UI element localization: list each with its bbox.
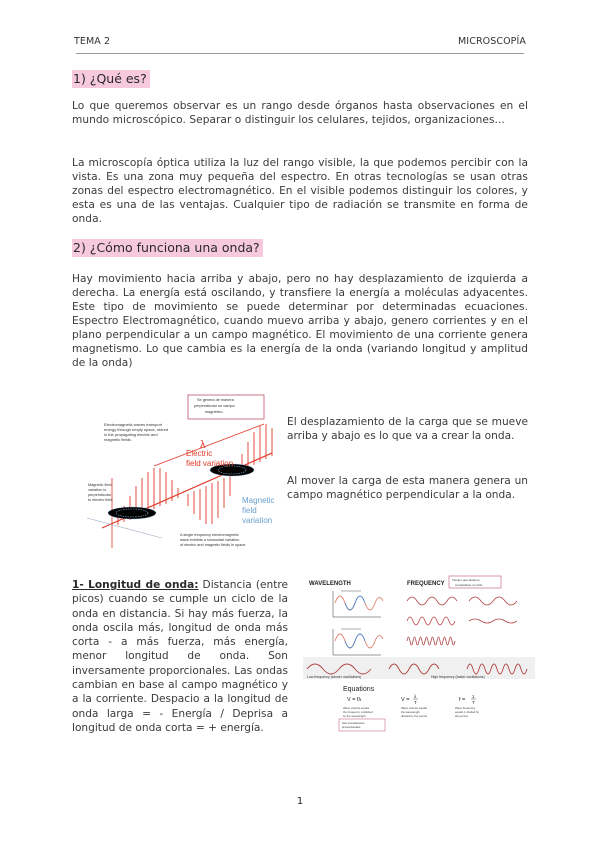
frequency-figure-title: FREQUENCY: [407, 581, 445, 587]
svg-text:of electric and magnetic field: of electric and magnetic fields in space.: [180, 543, 247, 547]
svg-text:completarse un ciclo: completarse un ciclo: [455, 583, 483, 587]
section-heading-que-es: 1) ¿Qué es?: [72, 70, 150, 88]
svg-text:to electric field.: to electric field.: [88, 498, 114, 502]
svg-text:1: 1: [472, 694, 475, 699]
svg-text:equals 1 divided by: equals 1 divided by: [455, 710, 479, 714]
svg-text:divided by the period.: divided by the period.: [401, 714, 428, 718]
equations-title: Equations: [343, 686, 375, 693]
svg-text:field variation: field variation: [186, 459, 234, 468]
paragraph: Lo que queremos observar es un rango desde órganos hasta observaciones en el mundo microscópico. Separar o distinguir los celulares, tejidos, organizaciones...: [72, 100, 528, 126]
svg-text:field: field: [242, 506, 257, 515]
svg-text:f =: f =: [459, 697, 466, 703]
svg-text:Wave frequency: Wave frequency: [455, 706, 476, 710]
svg-text:magnético.: magnético.: [205, 410, 224, 414]
em-caption-top: Electromagnetic waves transport: [104, 422, 163, 427]
header-subject: MICROSCOPÍA: [458, 36, 526, 47]
wavelength-body: Distancia (entre picos) cuando se cumple un ciclo de la onda en distancia. Si hay más fuerza, la onda oscila más, longitud de onda más corta - a más fuerza, más energía, menor longitud de onda. Son inversamente proporcionales. Las ondas cambian en base al campo magnético y a la corriente. Despacio a la longitud de onda larga = - Energía / Deprisa a longitud de onda corta = + energía.: [72, 579, 288, 734]
low-frequency-label: Low frequency (slower oscillations): [307, 675, 362, 679]
svg-text:T: T: [414, 700, 417, 705]
wavelength-frequency-figure: [303, 573, 535, 735]
svg-text:energy through empty space, st: energy through empty space, stored: [104, 427, 169, 432]
page-header: [72, 36, 528, 56]
wavelength-paragraph: [72, 578, 288, 735]
wavelength-frequency-diagram: [303, 573, 535, 735]
wavelength-title: 1- Longitud de onda:: [72, 579, 199, 591]
svg-text:wave exhibits a sinusoidal var: wave exhibits a sinusoidal variation: [180, 538, 240, 542]
em-wave-diagram: [82, 388, 278, 550]
high-frequency-label: High frequency (faster oscillations): [431, 675, 485, 679]
paragraph: El desplazamiento de la carga que se mueve arriba y abajo es lo que va a crear la onda.: [287, 416, 528, 442]
svg-text:Son inversamente: Son inversamente: [342, 721, 365, 725]
svg-text:λ: λ: [414, 694, 417, 699]
svg-text:Magnetic: Magnetic: [242, 496, 275, 505]
svg-text:Tiempo que tarda en: Tiempo que tarda en: [452, 578, 480, 582]
svg-text:Magnetic field: Magnetic field: [88, 483, 112, 487]
paragraph: Al mover la carga de esta manera genera un campo magnético perpendicular a la onda.: [287, 475, 528, 501]
svg-text:variation is: variation is: [88, 488, 107, 492]
header-divider: [76, 53, 524, 54]
svg-text:proporcionales: proporcionales: [342, 725, 361, 729]
wavelength-figure-title: WAVELENGTH: [309, 581, 351, 587]
svg-text:V =: V =: [401, 697, 410, 703]
page-number: 1: [296, 796, 304, 807]
paragraph: Hay movimiento hacia arriba y abajo, pero no hay desplazamiento de izquierda a derecha. La energía está oscilando, y transfiere la energía a moléculas adyacentes. Este tipo de movimiento se puede determinar por determinadas ecuaciones. Espectro Electromagnético, cuando muevo arriba y abajo, genero corrientes y en el plano perpendicular a un campo magnético. El movimiento de una corriente genera magnetismo. Lo que cambia es la energía de la onda (variando longitud y amplitud de la onda): [72, 273, 528, 369]
svg-text:magnetic fields.: magnetic fields.: [104, 437, 132, 442]
svg-text:T: T: [472, 700, 475, 705]
svg-text:perpendicular: perpendicular: [88, 493, 112, 497]
section-heading-como-funciona: 2) ¿Cómo funciona una onda?: [72, 239, 263, 257]
svg-text:λ: λ: [200, 439, 206, 451]
electromagnetic-wave-figure: [82, 388, 278, 550]
svg-text:perpendicular un campo: perpendicular un campo: [194, 404, 235, 408]
svg-text:Electric: Electric: [186, 449, 213, 458]
svg-text:Se genera de manera: Se genera de manera: [197, 398, 234, 402]
svg-text:the frequency multiplied: the frequency multiplied: [343, 710, 373, 714]
svg-text:the wavelength: the wavelength: [401, 710, 420, 714]
paragraph: La microscopía óptica utiliza la luz del rango visible, la que podemos percibir con la vista. Es una zona muy pequeña del espectro. En otras tecnologías se usan otras zonas del espectro electromagnético. En el visible podemos distinguir los colores, y esta es una de las ventajas. Cualquier tipo de radiación se transmite en forma de onda.: [72, 157, 528, 225]
svg-text:Wave velocity equals: Wave velocity equals: [401, 706, 428, 710]
svg-text:by the wavelength.: by the wavelength.: [343, 714, 367, 718]
svg-text:A single frequency electromagn: A single frequency electromagnetic: [180, 533, 239, 537]
svg-text:V = fλ: V = fλ: [347, 697, 362, 703]
svg-text:Wave velocity equals: Wave velocity equals: [343, 706, 370, 710]
svg-text:in the propagating electric an: in the propagating electric and: [104, 432, 158, 437]
header-topic: TEMA 2: [74, 36, 111, 47]
svg-text:variation: variation: [242, 516, 273, 525]
svg-text:the period.: the period.: [455, 714, 469, 718]
